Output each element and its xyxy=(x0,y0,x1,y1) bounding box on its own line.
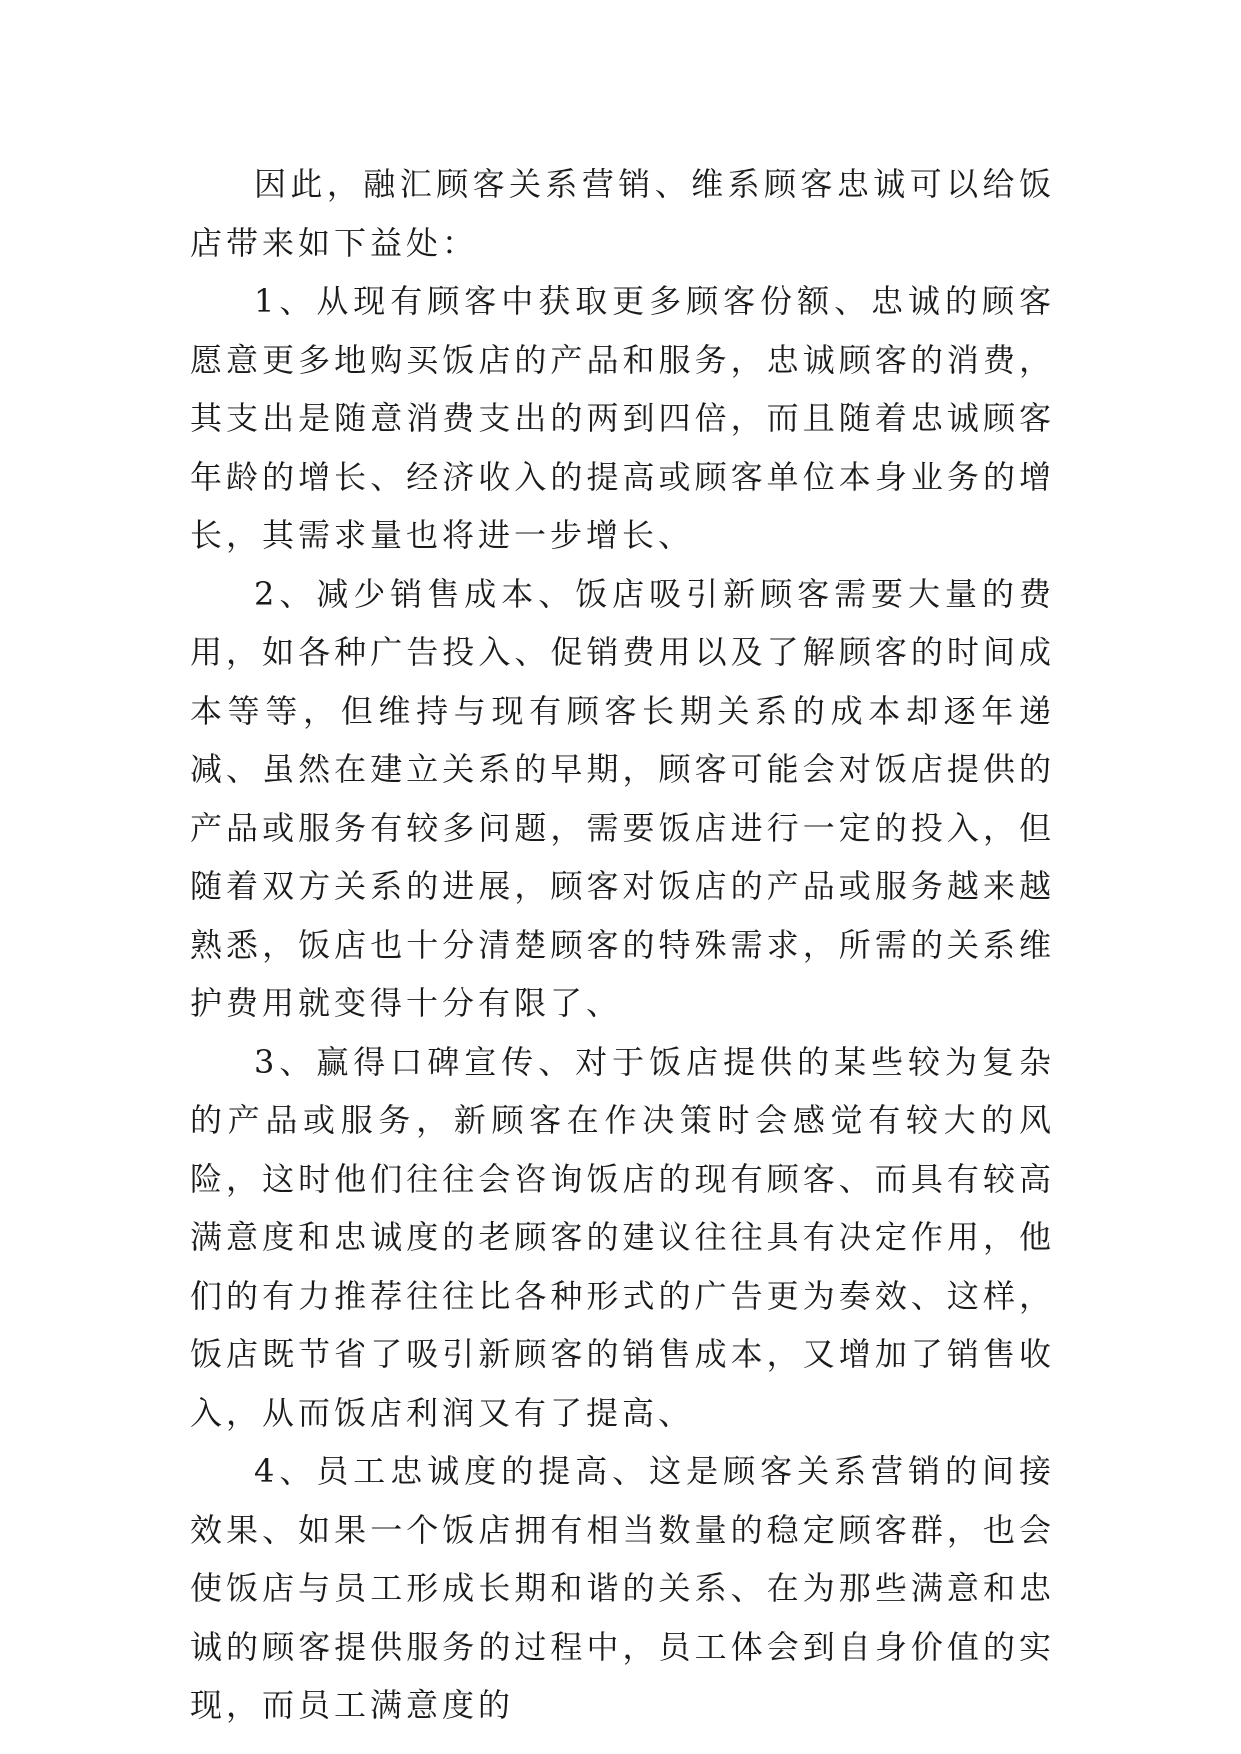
paragraph-point-4: 4、员工忠诚度的提高、这是顾客关系营销的间接效果、如果一个饭店拥有相当数量的稳定顾客群，也会使饭店与员工形成长期和谐的关系、在为那些满意和忠诚的顾客提供服务的过程中，员工体会到自身价值的实现，而员工满意度的 xyxy=(190,1452,1055,1724)
document-body xyxy=(190,155,1055,1735)
paragraph-point-1: 1、从现有顾客中获取更多顾客份额、忠诚的顾客愿意更多地购买饭店的产品和服务，忠诚顾客的消费，其支出是随意消费支出的两到四倍，而且随着忠诚顾客年龄的增长、经济收入的提高或顾客单位本身业务的增长，其需求量也将进一步增长、 xyxy=(190,282,1055,554)
paragraph-point-2: 2、减少销售成本、饭店吸引新顾客需要大量的费用，如各种广告投入、促销费用以及了解顾客的时间成本等等，但维持与现有顾客长期关系的成本却逐年递减、虽然在建立关系的早期，顾客可能会对饭店提供的产品或服务有较多问题，需要饭店进行一定的投入，但随着双方关系的进展，顾客对饭店的产品或服务越来越熟悉，饭店也十分清楚顾客的特殊需求，所需的关系维护费用就变得十分有限了、 xyxy=(190,574,1055,1022)
paragraph-point-3: 3、赢得口碑宣传、对于饭店提供的某些较为复杂的产品或服务，新顾客在作决策时会感觉有较大的风险，这时他们往往会咨询饭店的现有顾客、而具有较高满意度和忠诚度的老顾客的建议往往具有决定作用，他们的有力推荐往往比各种形式的广告更为奏效、这样，饭店既节省了吸引新顾客的销售成本，又增加了销售收入，从而饭店利润又有了提高、 xyxy=(190,1042,1055,1432)
paragraph-intro: 因此，融汇顾客关系营销、维系顾客忠诚可以给饭店带来如下益处： xyxy=(190,165,1055,262)
